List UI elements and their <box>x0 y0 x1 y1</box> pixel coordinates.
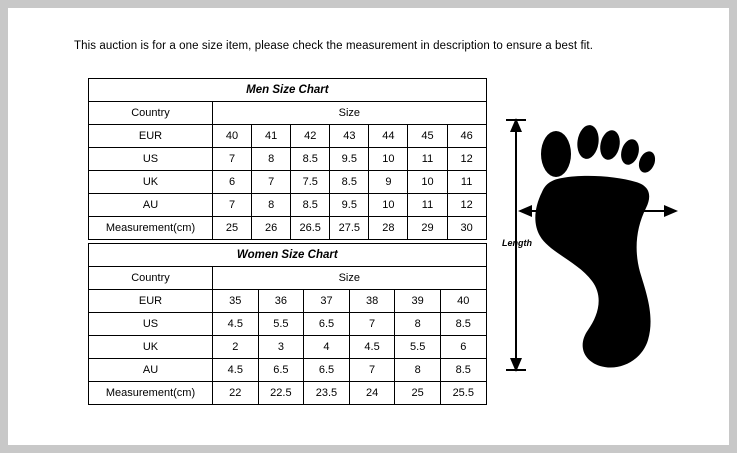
table-row <box>89 79 487 102</box>
women-eur-0: 35 <box>213 290 259 313</box>
women-uk-0: 2 <box>213 336 259 359</box>
women-row-label-measurement: Measurement(cm) <box>89 382 213 405</box>
women-uk-3: 4.5 <box>349 336 395 359</box>
men-row-label-uk: UK <box>89 171 213 194</box>
women-eur-5: 40 <box>440 290 486 313</box>
men-us-2: 8.5 <box>291 148 330 171</box>
women-uk-1: 3 <box>258 336 304 359</box>
women-au-2: 6.5 <box>304 359 350 382</box>
men-eur-2: 42 <box>291 125 330 148</box>
women-measure-5: 25.5 <box>440 382 486 405</box>
women-au-5: 8.5 <box>440 359 486 382</box>
men-size-header: Size <box>213 102 487 125</box>
women-measure-3: 24 <box>349 382 395 405</box>
women-measure-0: 22 <box>213 382 259 405</box>
men-country-header: Country <box>89 102 213 125</box>
men-row-label-eur: EUR <box>89 125 213 148</box>
men-chart-title: Men Size Chart <box>89 79 487 102</box>
men-measure-3: 27.5 <box>330 217 369 240</box>
women-country-header: Country <box>89 267 213 290</box>
men-us-5: 11 <box>408 148 447 171</box>
women-au-3: 7 <box>349 359 395 382</box>
women-us-0: 4.5 <box>213 313 259 336</box>
women-eur-3: 38 <box>349 290 395 313</box>
table-row <box>89 102 487 125</box>
men-eur-6: 46 <box>447 125 486 148</box>
men-uk-0: 6 <box>213 171 252 194</box>
men-au-6: 12 <box>447 194 486 217</box>
table-row <box>89 359 487 382</box>
men-au-4: 10 <box>369 194 408 217</box>
table-row <box>89 313 487 336</box>
width-dimension-label: Width <box>562 199 587 209</box>
women-row-label-au: AU <box>89 359 213 382</box>
table-row <box>89 244 487 267</box>
women-eur-2: 37 <box>304 290 350 313</box>
content-sheet <box>8 8 729 445</box>
women-measure-4: 25 <box>395 382 441 405</box>
table-row <box>89 267 487 290</box>
women-us-5: 8.5 <box>440 313 486 336</box>
men-measure-1: 26 <box>252 217 291 240</box>
men-uk-5: 10 <box>408 171 447 194</box>
women-us-3: 7 <box>349 313 395 336</box>
men-au-0: 7 <box>213 194 252 217</box>
women-au-0: 4.5 <box>213 359 259 382</box>
men-row-label-measurement: Measurement(cm) <box>89 217 213 240</box>
men-eur-0: 40 <box>213 125 252 148</box>
men-size-chart-table <box>88 78 487 240</box>
table-row <box>89 290 487 313</box>
foot-diagram-svg <box>500 116 715 374</box>
men-measure-2: 26.5 <box>291 217 330 240</box>
women-us-1: 5.5 <box>258 313 304 336</box>
women-uk-2: 4 <box>304 336 350 359</box>
table-row <box>89 194 487 217</box>
table-row <box>89 125 487 148</box>
women-uk-4: 5.5 <box>395 336 441 359</box>
men-measure-5: 29 <box>408 217 447 240</box>
men-eur-5: 45 <box>408 125 447 148</box>
men-uk-2: 7.5 <box>291 171 330 194</box>
women-chart-title: Women Size Chart <box>89 244 487 267</box>
length-dimension-label: Length <box>502 238 532 248</box>
men-au-1: 8 <box>252 194 291 217</box>
men-uk-6: 11 <box>447 171 486 194</box>
men-us-0: 7 <box>213 148 252 171</box>
women-eur-1: 36 <box>258 290 304 313</box>
foot-measurement-diagram <box>500 116 715 374</box>
women-uk-5: 6 <box>440 336 486 359</box>
table-row <box>89 336 487 359</box>
men-measure-4: 28 <box>369 217 408 240</box>
men-us-6: 12 <box>447 148 486 171</box>
men-au-5: 11 <box>408 194 447 217</box>
men-eur-1: 41 <box>252 125 291 148</box>
men-us-1: 8 <box>252 148 291 171</box>
women-eur-4: 39 <box>395 290 441 313</box>
men-au-2: 8.5 <box>291 194 330 217</box>
women-row-label-us: US <box>89 313 213 336</box>
men-row-label-au: AU <box>89 194 213 217</box>
men-au-3: 9.5 <box>330 194 369 217</box>
men-row-label-us: US <box>89 148 213 171</box>
men-uk-3: 8.5 <box>330 171 369 194</box>
men-us-4: 10 <box>369 148 408 171</box>
men-eur-4: 44 <box>369 125 408 148</box>
table-row <box>89 148 487 171</box>
table-row <box>89 171 487 194</box>
women-row-label-eur: EUR <box>89 290 213 313</box>
auction-notice: This auction is for a one size item, please check the measurement in description to ensure a best fit. <box>74 40 594 52</box>
women-size-chart-table <box>88 243 487 405</box>
men-uk-1: 7 <box>252 171 291 194</box>
women-us-4: 8 <box>395 313 441 336</box>
women-row-label-uk: UK <box>89 336 213 359</box>
women-measure-2: 23.5 <box>304 382 350 405</box>
men-measure-6: 30 <box>447 217 486 240</box>
women-au-1: 6.5 <box>258 359 304 382</box>
women-us-2: 6.5 <box>304 313 350 336</box>
table-row <box>89 382 487 405</box>
men-eur-3: 43 <box>330 125 369 148</box>
men-us-3: 9.5 <box>330 148 369 171</box>
women-size-header: Size <box>213 267 487 290</box>
men-uk-4: 9 <box>369 171 408 194</box>
men-measure-0: 25 <box>213 217 252 240</box>
table-row <box>89 217 487 240</box>
women-au-4: 8 <box>395 359 441 382</box>
women-measure-1: 22.5 <box>258 382 304 405</box>
